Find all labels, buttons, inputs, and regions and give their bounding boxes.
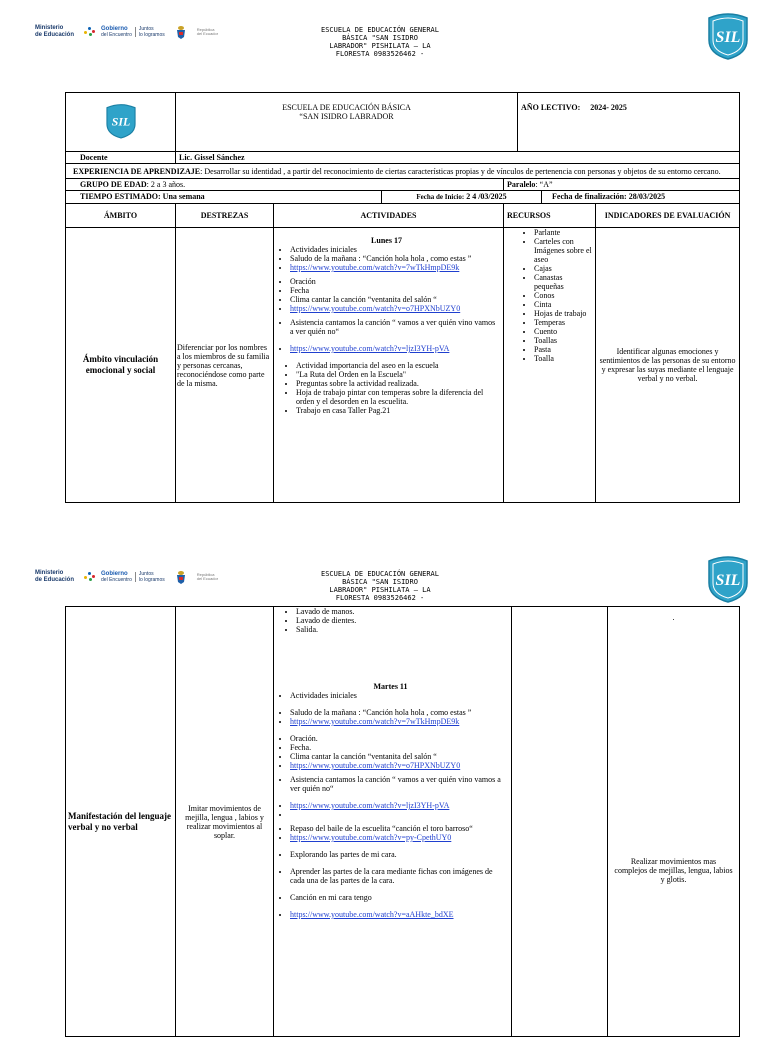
- resource-item: • Cuento: [534, 327, 593, 336]
- content-row: [66, 228, 740, 503]
- gov-name: Gobierno: [101, 26, 128, 32]
- school-header: [300, 26, 460, 58]
- activity-item: [290, 263, 499, 272]
- docente-row: [66, 152, 740, 164]
- youtube-link[interactable]: https://www.youtube.com/watch?v=aAHkte_bdXE: [290, 910, 454, 919]
- activity-list: [274, 318, 499, 336]
- activity-list: [274, 893, 507, 902]
- col-header-ambito: ÁMBITO: [66, 204, 176, 228]
- activity-list: [274, 277, 499, 313]
- resources-cell: [512, 607, 608, 1037]
- activity-item: • Canción en mi cara tengo: [290, 893, 507, 902]
- planning-table-page-1: [65, 92, 740, 503]
- resource-item: • Parlante: [534, 228, 593, 237]
- activity-item: [290, 801, 507, 810]
- youtube-link[interactable]: https://www.youtube.com/watch?v=7wTkHmpDE9k: [290, 263, 460, 272]
- youtube-link[interactable]: https://www.youtube.com/watch?v=ljzI3YH-pVA: [290, 344, 450, 353]
- gov-name: Gobierno: [101, 571, 128, 577]
- col-header-recursos: RECURSOS: [504, 204, 596, 228]
- paralelo-label: Paralelo: [507, 180, 536, 189]
- school-header-line: LABRADOR" PISHILATA – LA: [329, 42, 431, 50]
- school-header: [300, 570, 460, 602]
- year-value: 2024- 2025: [590, 103, 627, 112]
- activity-item: • Fecha.: [290, 743, 507, 752]
- youtube-link[interactable]: https://www.youtube.com/watch?v=o7HPXNbUZY0: [290, 761, 461, 770]
- activities-cell: [274, 607, 512, 1037]
- republic-line-2: del Ecuador: [196, 31, 219, 36]
- activity-item: • Oración.: [290, 734, 507, 743]
- gov-slogan-1: Juntos: [138, 571, 154, 577]
- day-title: Martes 11: [373, 682, 408, 691]
- school-header-line: BÁSICA "SAN ISIDRO: [342, 34, 418, 42]
- activities-cell: [274, 228, 504, 503]
- activity-item: • Oración: [290, 277, 499, 286]
- resource-item: • Hojas de trabajo: [534, 309, 593, 318]
- resources-list: [504, 228, 593, 363]
- activity-list: [274, 824, 507, 842]
- resources-cell: [504, 228, 596, 503]
- activity-item: • Clima cantar la canción “ventanita del salón “: [290, 752, 507, 761]
- activity-item: • Asistencia cantamos la canción “ vamos a ver quién vino vamos a ver quién no“: [290, 775, 507, 793]
- ministry-line-1: Ministerio: [35, 25, 64, 31]
- header-row: [66, 93, 740, 152]
- indicator-dot: .: [672, 613, 675, 622]
- youtube-link[interactable]: https://www.youtube.com/watch?v=o7HPXNbUZY0: [290, 304, 461, 313]
- letterhead-logos: [35, 570, 218, 584]
- activity-list: [274, 607, 507, 634]
- destreza-cell: Diferenciar por los nombres a los miembros de su familia y personas cercanas, reconociéndose como parte de la misma.: [176, 228, 274, 503]
- col-header-indicadores: INDICADORES DE EVALUACIÓN: [596, 204, 740, 228]
- activity-list: [274, 361, 499, 415]
- activity-item: • Fecha: [290, 286, 499, 295]
- activity-item: • Preguntas sobre la actividad realizada.: [296, 379, 499, 388]
- start-date-label: Fecha de Inicio:: [416, 193, 465, 201]
- docente-label: Docente: [66, 152, 176, 164]
- column-header-row: [66, 204, 740, 228]
- activity-item: • Actividad importancia del aseo en la escuela: [296, 361, 499, 370]
- resource-item: • Conos: [534, 291, 593, 300]
- ministry-line-2: de Educación: [35, 577, 75, 583]
- year-cell: [518, 93, 740, 152]
- gov-sub: del Encuentro: [101, 32, 132, 38]
- coat-of-arms-icon: [175, 570, 187, 584]
- ambito-cell: Ámbito vinculación emocional y social: [66, 228, 176, 503]
- activity-item: • Lavado de dientes.: [296, 616, 507, 625]
- experience-cell: [66, 164, 740, 179]
- time-label: TIEMPO ESTIMADO: [80, 192, 159, 201]
- docente-value: Lic. Gissel Sánchez: [176, 152, 740, 164]
- resource-item: • Carteles con Imágenes sobre el aseo: [534, 237, 593, 264]
- activity-item: • "La Ruta del Orden en la Escuela": [296, 370, 499, 379]
- gov-slogan-1: Juntos: [138, 26, 154, 32]
- government-star-icon: [84, 572, 98, 582]
- school-header-line: ESCUELA DE EDUCACIÓN GENERAL: [320, 26, 439, 34]
- youtube-link[interactable]: https://www.youtube.com/watch?v=7wTkHmpDE9k: [290, 717, 460, 726]
- activity-list: [274, 344, 499, 353]
- activity-list: [274, 910, 507, 919]
- youtube-link[interactable]: https://www.youtube.com/watch?v=ljzI3YH-pVA: [290, 801, 450, 810]
- ambito-cell: Manifestación del lenguaje verbal y no verbal: [66, 607, 176, 1037]
- school-seal-logo: [705, 12, 751, 60]
- government-logo: [84, 571, 165, 583]
- gov-slogan-2: lo logramos: [138, 577, 165, 583]
- school-header-line: ESCUELA DE EDUCACIÓN GENERAL: [320, 570, 439, 578]
- school-name-2: “SAN ISIDRO LABRADOR: [299, 112, 394, 121]
- resource-item: • Toalla: [534, 354, 593, 363]
- republic-line-1: República: [196, 572, 215, 577]
- indicator-cell: Identificar algunas emociones y sentimientos de las personas de su entorno y expresar las suyas mediante el lenguaje verbal y no verbal.: [596, 228, 740, 503]
- gov-slogan-2: lo logramos: [138, 32, 165, 38]
- republic-logo: [197, 573, 218, 581]
- school-header-line: LABRADOR" PISHILATA – LA: [329, 586, 431, 594]
- resource-item: • Toallas: [534, 336, 593, 345]
- activity-item: • Actividades iniciales: [290, 691, 507, 700]
- svg-text:SIL: SIL: [715, 572, 741, 589]
- activity-item: • Repaso del baile de la escuelita “canción el toro barroso“: [290, 824, 507, 833]
- activity-item: • Clima cantar la canción “ventanita del salón “: [290, 295, 499, 304]
- activity-item: • Hoja de trabajo pintar con temperas sobre la diferencia del orden y el desorden en la escuelita.: [296, 388, 499, 406]
- school-header-line: BÁSICA "SAN ISIDRO: [342, 578, 418, 586]
- youtube-link[interactable]: https://www.youtube.com/watch?v=py-CpethUY0: [290, 833, 452, 842]
- republic-line-2: del Ecuador: [196, 576, 219, 581]
- letterhead-logos: [35, 25, 218, 39]
- activity-item: • Actividades iniciales: [290, 245, 499, 254]
- republic-logo: [197, 28, 218, 36]
- government-logo: [84, 26, 165, 38]
- start-date-cell: [382, 191, 542, 204]
- indicator-cell: [608, 607, 740, 1037]
- coat-of-arms-icon: [175, 25, 187, 39]
- activity-list: [274, 775, 507, 793]
- gov-sub: del Encuentro: [101, 577, 132, 583]
- activity-list: [274, 850, 507, 859]
- col-header-actividades: ACTIVIDADES: [274, 204, 504, 228]
- ministry-logo: [35, 25, 74, 39]
- school-seal-logo: [705, 555, 751, 603]
- activity-item: • Saludo de la mañana : “Canción hola hola , como estas ”: [290, 254, 499, 263]
- activity-list: [274, 691, 507, 700]
- school-header-line: FLORESTA 0983526462 -: [335, 50, 425, 58]
- activity-list: [274, 801, 507, 819]
- resource-item: • Cinta: [534, 300, 593, 309]
- republic-line-1: República: [196, 27, 215, 32]
- activity-list: [274, 734, 507, 770]
- indicator-text: Realizar movimientos mas complejos de mejillas, lengua, labios y glotis.: [614, 857, 733, 884]
- resource-item: • Temperas: [534, 318, 593, 327]
- experience-row: [66, 164, 740, 179]
- experience-label: EXPERIENCIA DE APRENDIZAJE: [73, 167, 201, 176]
- year-label: AÑO LECTIVO:: [521, 103, 581, 112]
- resource-item: • Canastas pequeñas: [534, 273, 593, 291]
- resource-item: • Cajas: [534, 264, 593, 273]
- group-value: : 2 a 3 años.: [146, 180, 186, 189]
- content-row: [66, 607, 740, 1037]
- time-row: [66, 191, 740, 204]
- time-value: : Una semana: [158, 192, 205, 201]
- school-name: ESCUELA DE EDUCACIÓN BÁSICA: [282, 103, 411, 112]
- svg-text:SIL: SIL: [715, 29, 741, 46]
- col-header-destrezas: DESTREZAS: [176, 204, 274, 228]
- ministry-line-2: de Educación: [35, 32, 75, 38]
- ministry-logo: [35, 570, 74, 584]
- activity-item: • Asistencia cantamos la canción “ vamos a ver quién vino vamos a ver quién no“: [290, 318, 499, 336]
- activity-item: [290, 833, 507, 842]
- destreza-cell: Imitar movimientos de mejilla, lengua , labios y realizar movimientos al soplar.: [176, 607, 274, 1037]
- seal-cell: [66, 93, 176, 152]
- paralelo-value: : “A”: [535, 180, 553, 189]
- end-date-cell: Fecha de finalización: 28/03/2025: [542, 191, 740, 204]
- group-label: GRUPO DE EDAD: [80, 180, 147, 189]
- government-star-icon: [84, 27, 98, 37]
- activity-item: • Saludo de la mañana : “Canción hola hola , como estas ”: [290, 708, 507, 717]
- group-cell: [66, 179, 504, 191]
- activity-item: [290, 717, 507, 726]
- experience-text: : Desarrollar su identidad , a partir del reconocimiento de ciertas características propias y de vínculos de pertenencia con personas y objetos de su entorno cercano.: [200, 167, 721, 176]
- school-seal-logo: [104, 103, 138, 139]
- activity-item: • Explorando las partes de mi cara.: [290, 850, 507, 859]
- time-cell: [66, 191, 382, 204]
- ministry-line-1: Ministerio: [35, 570, 64, 576]
- activity-item: [290, 810, 507, 819]
- start-date-value: 2 4 /03/2025: [464, 192, 507, 201]
- activity-item: • Trabajo en casa Taller Pag.21: [296, 406, 499, 415]
- activity-list: [274, 245, 499, 272]
- activity-item: • Salida.: [296, 625, 507, 634]
- svg-text:SIL: SIL: [111, 114, 130, 129]
- group-row: [66, 179, 740, 191]
- activity-list: [274, 867, 507, 885]
- activity-list: [274, 708, 507, 726]
- paralelo-cell: [504, 179, 740, 191]
- activity-item: [290, 761, 507, 770]
- school-name-cell: [176, 93, 518, 152]
- school-header-line: FLORESTA 0983526462 -: [335, 594, 425, 602]
- resource-item: • Pasta: [534, 345, 593, 354]
- activity-item: • Lavado de manos.: [296, 607, 507, 616]
- day-title: Lunes 17: [371, 236, 402, 245]
- activity-item: • Aprender las partes de la cara mediante fichas con imágenes de cada una de las partes de la cara.: [290, 867, 507, 885]
- activity-item: [290, 344, 499, 353]
- activity-item: [290, 304, 499, 313]
- planning-table-page-2: [65, 606, 740, 1037]
- activity-item: [290, 910, 507, 919]
